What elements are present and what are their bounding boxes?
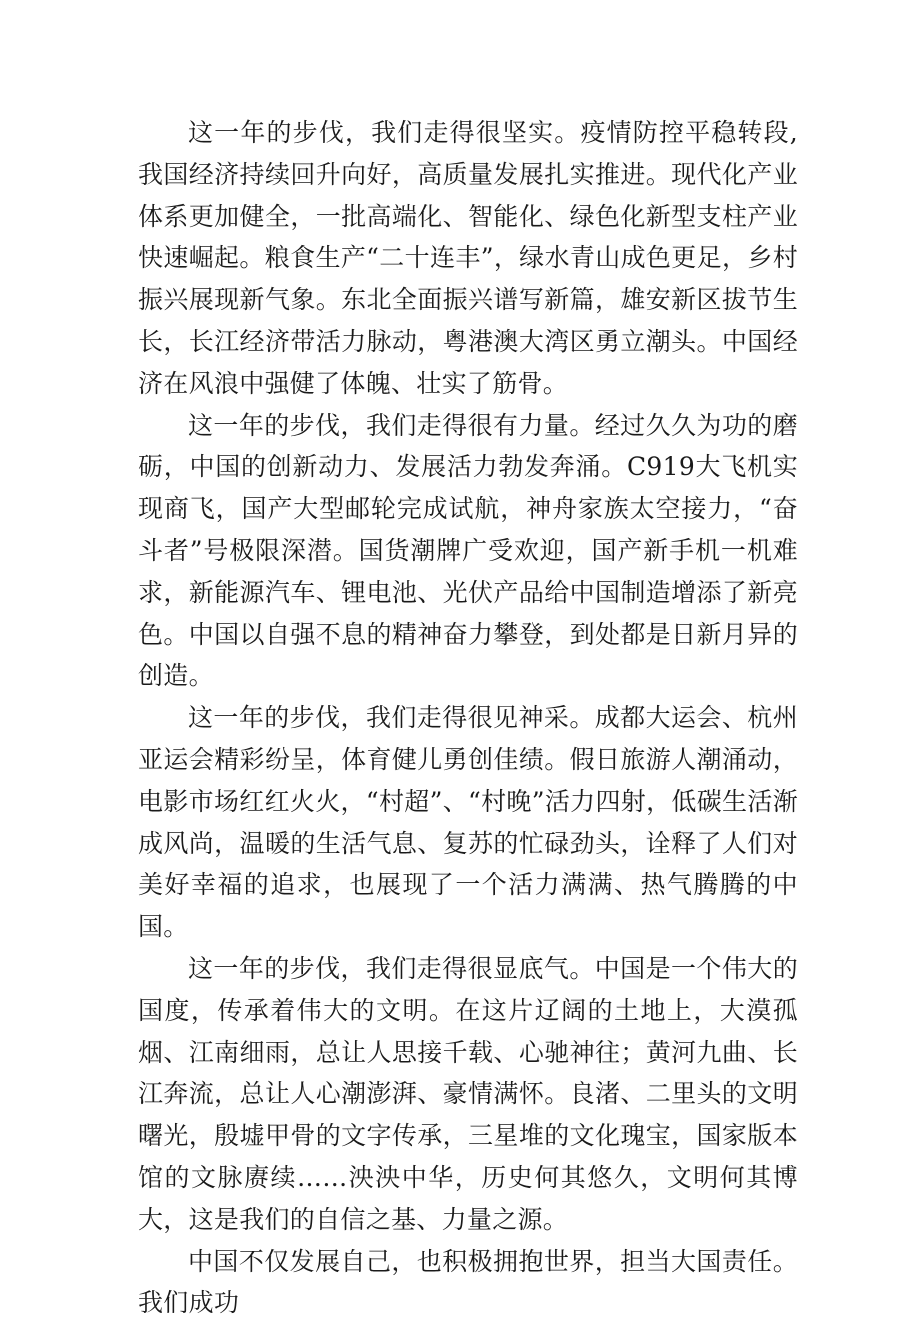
paragraph-1: 这一年的步伐，我们走得很坚实。疫情防控平稳转段,我国经济持续回升向好，高质量发展扎实推进。现代化产业体系更加健全，一批高端化、智能化、绿色化新型支柱产业快速崛起。粮食生产“二十连丰”，绿水青山成色更足，乡村振兴展现新气象。东北全面振兴谱写新篇，雄安新区拔节生长，长江经济带活力脉动，粤港澳大湾区勇立潮头。中国经济在风浪中强健了体魄、壮实了筋骨。: [138, 118, 798, 398]
paragraph-2: 这一年的步伐，我们走得很有力量。经过久久为功的磨砺，中国的创新动力、发展活力勃发奔涌。C919大飞机实现商飞，国产大型邮轮完成试航，神舟家族太空接力，“奋斗者”号极限深潜。国货潮牌广受欢迎，国产新手机一机难求，新能源汽车、锂电池、光伏产品给中国制造增添了新亮色。中国以自强不息的精神奋力攀登，到处都是日新月异的创造。: [138, 410, 798, 691]
paragraph-4: 这一年的步伐，我们走得很显底气。中国是一个伟大的国度，传承着伟大的文明。在这片辽阔的土地上，大漠孤烟、江南细雨，总让人思接千载、心驰神往；黄河九曲、长江奔流，总让人心潮澎湃、豪情满怀。良渚、二里头的文明曙光，殷墟甲骨的文字传承，三星堆的文化瑰宝，国家版本馆的文脉赓续……泱泱中华，历史何其悠久，文明何其博大，这是我们的自信之基、力量之源。: [138, 953, 798, 1234]
paragraph-3: 这一年的步伐，我们走得很见神采。成都大运会、杭州亚运会精彩纷呈，体育健儿勇创佳绩。假日旅游人潮涌动，电影市场红红火火，“村超”、“村晚”活力四射，低碳生活渐成风尚，温暖的生活气息、复苏的忙碌劲头，诠释了人们对美好幸福的追求，也展现了一个活力满满、热气腾腾的中国。: [138, 703, 798, 942]
document-body: [138, 112, 798, 1324]
paragraph-5: 中国不仅发展自己，也积极拥抱世界，担当大国责任。我们成功: [138, 1246, 798, 1318]
